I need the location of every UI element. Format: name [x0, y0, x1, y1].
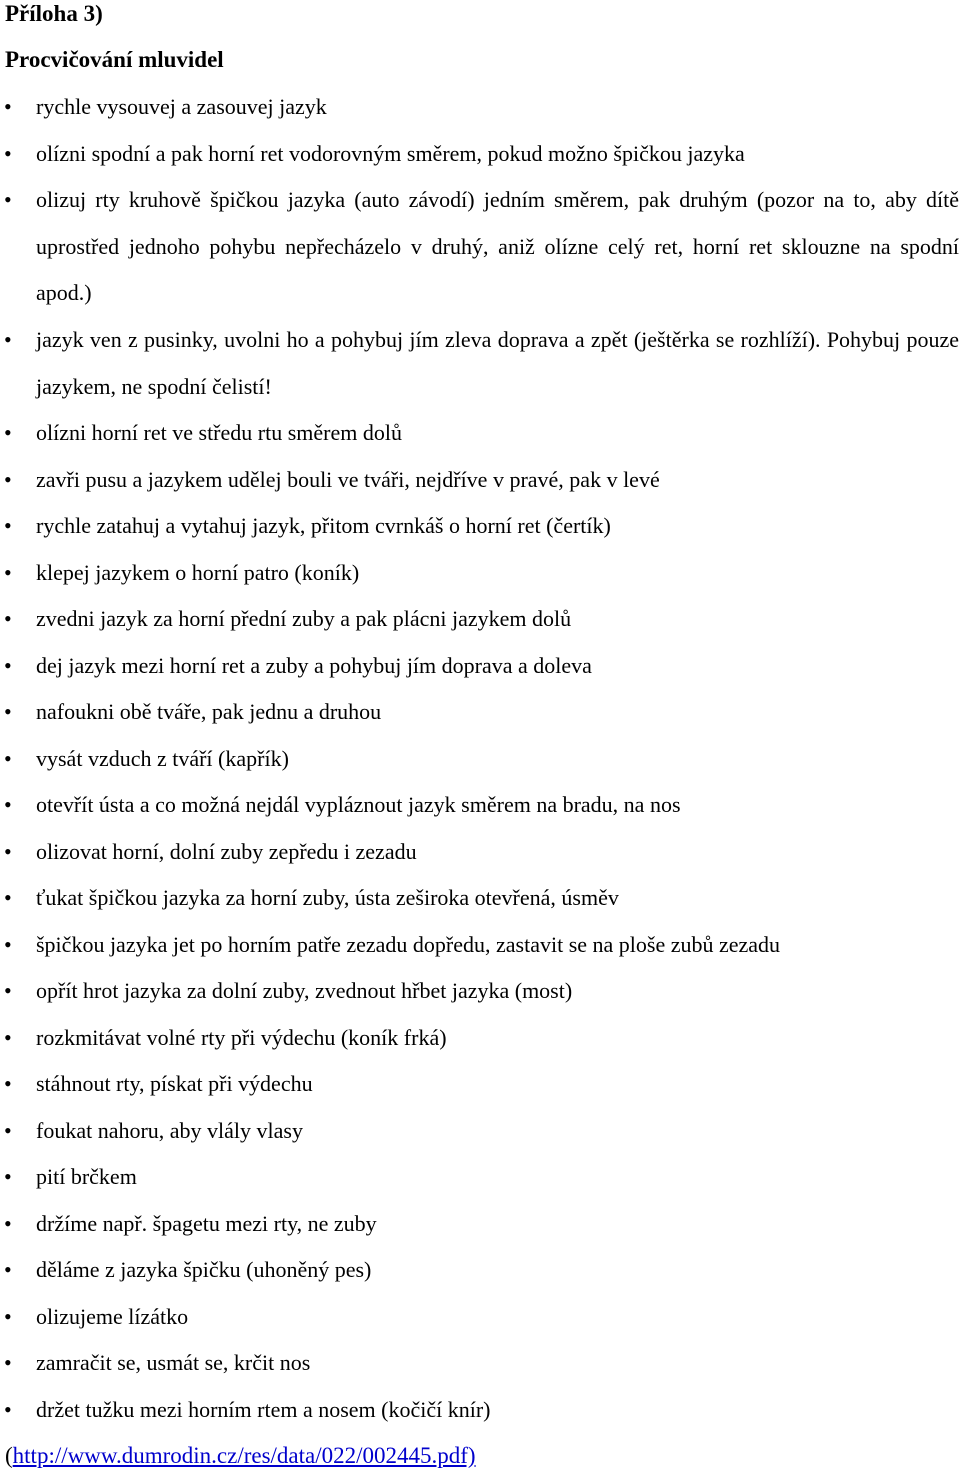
list-item-text: stáhnout rty, pískat při výdechu	[36, 1071, 313, 1096]
bullet-marker: •	[4, 839, 12, 864]
list-item-text: zvedni jazyk za horní přední zuby a pak plácni jazykem dolů	[36, 606, 572, 631]
bullet-marker: •	[4, 1025, 12, 1050]
bullet-marker: •	[4, 1164, 12, 1189]
list-item-text: olízni horní ret ve středu rtu směrem dolů	[36, 420, 402, 445]
bullet-marker: •	[4, 1304, 12, 1329]
list-item-text: klepej jazykem o horní patro (koník)	[36, 560, 360, 585]
bullet-marker: •	[4, 1118, 12, 1143]
bullet-marker: •	[4, 746, 12, 771]
list-item-text: jazyk ven z pusinky, uvolni ho a pohybuj jím zleva doprava a zpět (ještěrka se rozhlíží). Pohybuj pouze jazykem, ne spodní čelistí!	[36, 327, 959, 399]
bullet-marker: •	[4, 932, 12, 957]
section-title: Procvičování mluvidel	[5, 47, 224, 72]
list-item-text: olízni spodní a pak horní ret vodorovným směrem, pokud možno špičkou jazyka	[36, 141, 745, 166]
bullet-marker: •	[4, 467, 12, 492]
source-open-paren: (	[5, 1443, 13, 1468]
list-item-text: olizujeme lízátko	[36, 1304, 189, 1329]
list-item-text: ťukat špičkou jazyka za horní zuby, ústa zeširoka otevřená, úsměv	[36, 885, 619, 910]
bullet-marker: •	[4, 513, 12, 538]
list-item-text: otevřít ústa a co možná nejdál vypláznout jazyk směrem na bradu, na nos	[36, 792, 681, 817]
list-item-text: držet tužku mezi horním rtem a nosem (kočičí knír)	[36, 1397, 491, 1422]
bullet-marker: •	[4, 187, 12, 212]
source-link[interactable]: http://www.dumrodin.cz/res/data/022/002445.pdf)	[12, 1443, 476, 1468]
list-item-text: pití brčkem	[36, 1164, 137, 1189]
bullet-marker: •	[4, 792, 12, 817]
bullet-marker: •	[4, 699, 12, 724]
bullet-marker: •	[4, 327, 12, 352]
bullet-marker: •	[4, 653, 12, 678]
bullet-marker: •	[4, 1397, 12, 1422]
page-title: Příloha 3)	[5, 1, 103, 26]
list-item-text: dej jazyk mezi horní ret a zuby a pohybuj jím doprava a doleva	[36, 653, 592, 678]
source-citation	[5, 1441, 476, 1471]
bullet-marker: •	[4, 1211, 12, 1236]
bullet-marker: •	[4, 1071, 12, 1096]
bullet-marker: •	[4, 560, 12, 585]
list-item-text: vysát vzduch z tváří (kapřík)	[36, 746, 289, 771]
bullet-marker: •	[4, 978, 12, 1003]
list-item-text: rychle vysouvej a zasouvej jazyk	[36, 94, 327, 119]
list-item-text: držíme např. špagetu mezi rty, ne zuby	[36, 1211, 377, 1236]
list-item-text: foukat nahoru, aby vlály vlasy	[36, 1118, 303, 1143]
list-item-text: zavři pusu a jazykem udělej bouli ve tváři, nejdříve v pravé, pak v levé	[36, 467, 660, 492]
list-item-text: zamračit se, usmát se, krčit nos	[36, 1350, 311, 1375]
bullet-marker: •	[4, 420, 12, 445]
list-item-text: rychle zatahuj a vytahuj jazyk, přitom cvrnkáš o horní ret (čertík)	[36, 513, 611, 538]
list-item-text: nafoukni obě tváře, pak jednu a druhou	[36, 699, 382, 724]
list-item-text: olizovat horní, dolní zuby zepředu i zezadu	[36, 839, 417, 864]
list-item-text: rozkmitávat volné rty při výdechu (koník frká)	[36, 1025, 447, 1050]
bullet-marker: •	[4, 1257, 12, 1282]
bullet-marker: •	[4, 606, 12, 631]
bullet-marker: •	[4, 94, 12, 119]
list-item-text: olizuj rty kruhově špičkou jazyka (auto závodí) jedním směrem, pak druhým (pozor na to, aby dítě uprostřed jednoho pohybu nepřecházelo v druhý, aniž olízne celý ret, horní ret sklouzne na spodní apod.)	[36, 187, 959, 305]
bullet-marker: •	[4, 1350, 12, 1375]
list-item-text: opřít hrot jazyka za dolní zuby, zvednout hřbet jazyka (most)	[36, 978, 573, 1003]
bullet-marker: •	[4, 885, 12, 910]
bullet-marker: •	[4, 141, 12, 166]
list-item-text: děláme z jazyka špičku (uhoněný pes)	[36, 1257, 372, 1282]
list-item-text: špičkou jazyka jet po horním patře zezadu dopředu, zastavit se na ploše zubů zezadu	[36, 932, 781, 957]
